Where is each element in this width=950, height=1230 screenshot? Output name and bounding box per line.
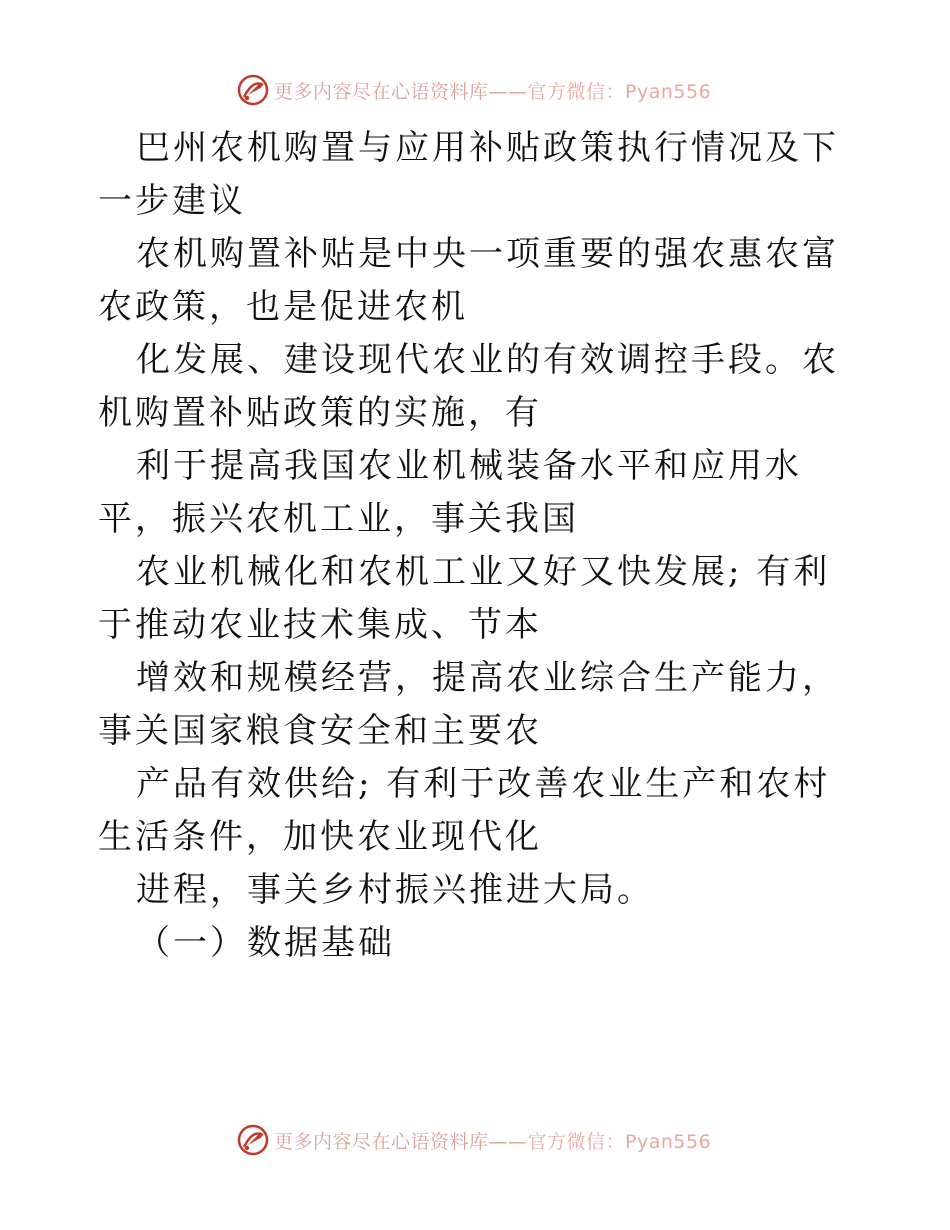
- banner-main-text: 更多内容尽在心语资料库: [274, 1130, 489, 1153]
- paragraph-1: 农机购置补贴是中央一项重要的强农惠农富农政策，也是促进农机: [98, 234, 839, 327]
- banner-separator: ——: [488, 1130, 528, 1153]
- section-heading: （一）数据基础: [136, 923, 395, 963]
- banner-wechat-text: 官方微信：Pyan556: [527, 1130, 712, 1153]
- document-title: 巴州农机购置与应用补贴政策执行情况及下一步建议: [98, 128, 839, 221]
- banner-separator: ——: [488, 80, 528, 103]
- paragraph-6: 产品有效供给; 有利于改善农业生产和农村生活条件，加快农业现代化: [98, 764, 831, 857]
- paragraph-4: 农业机械化和农机工业又好又快发展; 有利于推动农业技术集成、节本: [98, 552, 831, 645]
- paragraph-5: 增效和规模经营，提高农业综合生产能力，事关国家粮食安全和主要农: [98, 658, 839, 751]
- paragraph-2: 化发展、建设现代农业的有效调控手段。农机购置补贴政策的实施，有: [98, 340, 839, 433]
- brand-logo-icon: [236, 1123, 270, 1157]
- brand-logo-icon: [236, 73, 270, 107]
- banner-main-text: 更多内容尽在心语资料库: [274, 80, 489, 103]
- paragraph-7: 进程，事关乡村振兴推进大局。: [136, 870, 654, 910]
- paragraph-3: 利于提高我国农业机械装备水平和应用水平，振兴农机工业，事关我国: [98, 446, 802, 539]
- header-watermark-banner: [236, 72, 711, 108]
- banner-wechat-text: 官方微信：Pyan556: [527, 80, 712, 103]
- document-body: [98, 122, 858, 970]
- footer-watermark-banner: [236, 1122, 711, 1158]
